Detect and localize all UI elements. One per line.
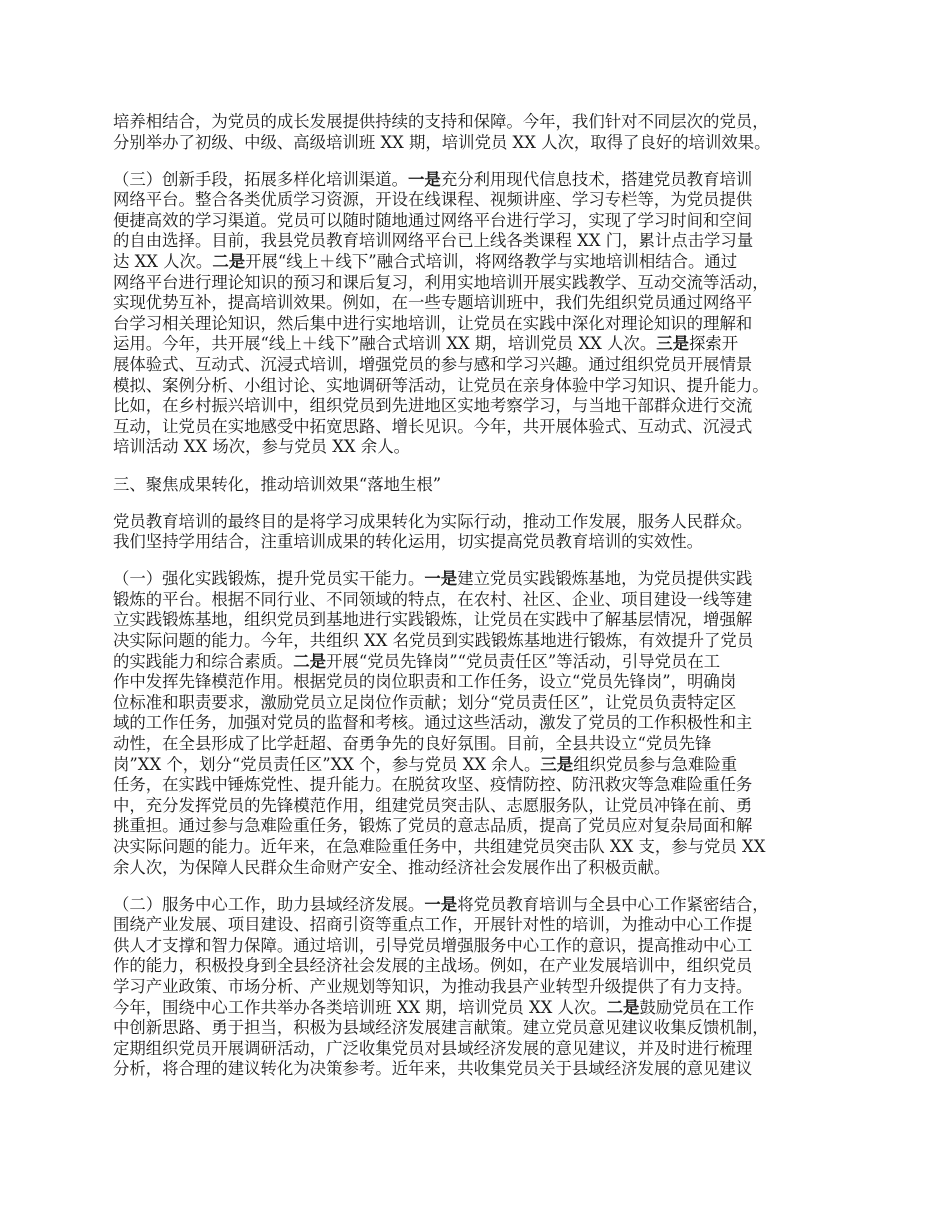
text-line: 分别举办了初级、中级、高级培训班 XX 期，培训党员 XX 人次，取得了良好的培训效果。 bbox=[113, 132, 771, 152]
text-line: 余人次，为保障人民群众生命财产安全、推动经济社会发展作出了积极贡献。 bbox=[113, 857, 671, 877]
bold-keyword: 一是 bbox=[424, 569, 458, 589]
text-line: 学习产业政策、市场分析、产业规划等知识，为推动我县产业转型升级提供了有力支持。 bbox=[113, 977, 753, 997]
paragraph bbox=[113, 512, 849, 553]
bold-keyword: 一是 bbox=[424, 894, 458, 914]
text-line: 任务，在实践中锤炼党性、提升能力。在脱贫攻坚、疫情防控、防汛救灾等急难险重任务 bbox=[113, 775, 753, 795]
bold-keyword: 三是 bbox=[540, 754, 574, 774]
text-line: 挑重担。通过参与急难险重任务，锻炼了党员的意志品质，提高了党员应对复杂局面和解 bbox=[113, 816, 753, 836]
bold-keyword: 二是 bbox=[212, 252, 246, 272]
text-line: 作的能力，积极投身到全县经济社会发展的主战场。例如，在产业发展培训中，组织党员 bbox=[113, 956, 753, 976]
text-line: 运用。今年，共开展“线上＋线下”融合式培训 XX 期，培训党员 XX 人次。三是探索开 bbox=[113, 334, 739, 354]
text-line: 模拟、案例分析、小组讨论、实地调研等活动，让党员在亲身体验中学习知识、提升能力。 bbox=[113, 375, 769, 395]
bold-keyword: 二是 bbox=[606, 997, 640, 1017]
text-line: 立实践锻炼基地，组织党员到基地进行实践锻炼，让党员在实践中了解基层情况，增强解 bbox=[113, 610, 753, 630]
text-line: 比如，在乡村振兴培训中，组织党员到先进地区实地考察学习，与当地干部群众进行交流 bbox=[113, 396, 753, 416]
bold-keyword: 一是 bbox=[408, 169, 441, 189]
text-line: 网络平台进行理论知识的预习和课后复习，利用实地培训开展实践教学、互动交流等活动， bbox=[113, 272, 769, 292]
text-line: 今年，围绕中心工作共举办各类培训班 XX 期，培训党员 XX 人次。二是鼓励党员在工作 bbox=[113, 997, 755, 1017]
text-line: 域的工作任务，加强对党员的监督和考核。通过这些活动，激发了党员的工作积极性和主 bbox=[113, 713, 753, 733]
text-line: 分析，将合理的建议转化为决策参考。近年来，共收集党员关于县域经济发展的意见建议 bbox=[113, 1059, 753, 1079]
text-line: （三）创新手段，拓展多样化培训渠道。一是充分利用现代信息技术，搭建党员教育培训 bbox=[113, 169, 753, 189]
text-line: 实现优势互补，提高培训效果。例如，在一些专题培训班中，我们先组织党员通过网络平 bbox=[113, 293, 753, 313]
text-line: 岗”XX 个，划分“党员责任区”XX 个，参与党员 XX 余人。三是组织党员参与急难险重 bbox=[113, 754, 738, 774]
bold-keyword: 三是 bbox=[656, 334, 689, 354]
text-line: 互动，让党员在实地感受中拓宽思路、增长见识。今年，共开展体验式、互动式、沉浸式 bbox=[113, 416, 753, 436]
text-line: 培养相结合，为党员的成长发展提供持续的支持和保障。今年，我们针对不同层次的党员， bbox=[113, 112, 769, 131]
text-line: 的实践能力和综合素质。二是开展“党员先锋岗”“党员责任区”等活动，引导党员在工 bbox=[113, 651, 721, 671]
text-line: 供人才支撑和智力保障。通过培训，引导党员增强服务中心工作的意识，提高推动中心工 bbox=[113, 935, 753, 955]
text-line: 中创新思路、勇于担当，积极为县域经济发展建言献策。建立党员意见建议收集反馈机制， bbox=[113, 1018, 769, 1038]
text-line: 位标准和职责要求，激励党员立足岗位作贡献；划分“党员责任区”，让党员负责特定区 bbox=[113, 692, 737, 712]
text-line: 的自由选择。目前，我县党员教育培训网络平台已上线各类课程 XX 门，累计点击学习量 bbox=[113, 231, 754, 251]
text-line: 锻炼的平台。根据不同行业、不同领域的特点，在农村、社区、企业、项目建设一线等建 bbox=[113, 589, 753, 609]
paragraph bbox=[113, 895, 849, 1080]
text-line: 决实际问题的能力。今年，共组织 XX 名党员到实践锻炼基地进行锻炼，有效提升了党员 bbox=[113, 631, 754, 651]
text-line: 三、聚焦成果转化，推动培训效果“落地生根” bbox=[113, 474, 442, 494]
text-line: 展体验式、互动式、沉浸式培训，增强党员的参与感和学习兴趣。通过组织党员开展情景 bbox=[113, 355, 753, 375]
text-line: 决实际问题的能力。近年来，在急难险重任务中，共组建党员突击队 XX 支，参与党员 XX bbox=[113, 837, 766, 856]
text-line: 中，充分发挥党员的先锋模范作用，组建党员突击队、志愿服务队，让党员冲锋在前、勇 bbox=[113, 795, 753, 815]
text-line: 定期组织党员开展调研活动，广泛收集党员对县域经济发展的意见建议，并及时进行梳理 bbox=[113, 1038, 753, 1058]
text-line: 围绕产业发展、项目建设、招商引资等重点工作，开展针对性的培训，为推动中心工作提 bbox=[113, 915, 753, 935]
text-line: 党员教育培训的最终目的是将学习成果转化为实际行动，推动工作发展，服务人民群众。 bbox=[113, 511, 753, 531]
text-line: 网络平台。整合各类优质学习资源，开设在线课程、视频讲座、学习专栏等，为党员提供 bbox=[113, 190, 753, 210]
text-line: 便捷高效的学习渠道。党员可以随时随地通过网络平台进行学习，实现了学习时间和空间 bbox=[113, 210, 753, 230]
text-line: 动性，在全县形成了比学赶超、奋勇争先的良好氛围。目前，全县共设立“党员先锋 bbox=[113, 734, 712, 754]
text-line: 台学习相关理论知识，然后集中进行实地培训，让党员在实践中深化对理论知识的理解和 bbox=[113, 313, 753, 333]
text-line: （一）强化实践锻炼，提升党员实干能力。一是建立党员实践锻炼基地，为党员提供实践 bbox=[113, 569, 753, 589]
text-line: 达 XX 人次。二是开展“线上＋线下”融合式培训，将网络教学与实地培训相结合。通过 bbox=[113, 252, 738, 272]
bold-keyword: 二是 bbox=[293, 651, 327, 671]
paragraph bbox=[113, 170, 849, 458]
paragraph bbox=[113, 112, 849, 153]
text-line: 作中发挥先锋模范作用。根据党员的岗位职责和工作任务，设立“党员先锋岗”，明确岗 bbox=[113, 672, 737, 692]
document-page bbox=[113, 112, 849, 1097]
paragraph bbox=[113, 569, 849, 878]
text-line: 培训活动 XX 场次，参与党员 XX 余人。 bbox=[113, 437, 410, 457]
text-line: 我们坚持学用结合，注重培训成果的转化运用，切实提高党员教育培训的实效性。 bbox=[113, 532, 704, 552]
text-line: （二）服务中心工作，助力县域经济发展。一是将党员教育培训与全县中心工作紧密结合， bbox=[113, 894, 769, 914]
section-heading bbox=[113, 475, 849, 496]
